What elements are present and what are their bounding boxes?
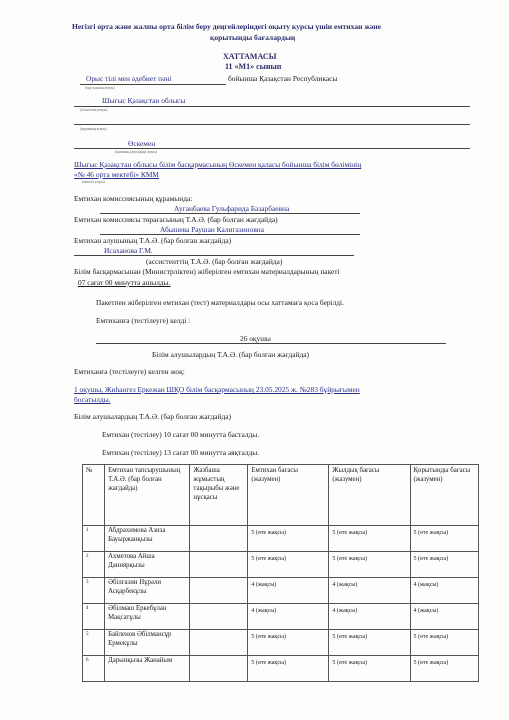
city-caption: (қаланың (ауылдың) атауы): [115, 150, 157, 154]
absent-label: Емтиханға (тестілеуге) келген жоқ:: [74, 367, 185, 376]
header-line-2: қорытынды бағалардың: [210, 33, 296, 42]
assistant-label: (ассистенттің Т.А.Ә. (бар болған жағдайда): [146, 257, 283, 266]
final-grade: 5 (өте жақсы): [410, 630, 478, 656]
table-header-row: [83, 465, 479, 526]
row-number: 2: [83, 552, 105, 578]
school-caption: (мектеп атауы): [82, 180, 105, 184]
exam-start: Емтихан (тестілеу) 10 сағат 00 минутта басталды.: [102, 430, 260, 439]
year-grade: 5 (өте жақсы): [329, 552, 410, 578]
header-line-1: Негізгі орта және жалпы орта білім беру деңгейлеріндегі оқыту курсы үшін емтихан және: [72, 22, 382, 31]
final-grade: 5 (өте жақсы): [410, 552, 478, 578]
examiner-name: Абышева Раушан Калигазиновна: [160, 225, 265, 234]
exam-grade: 5 (өте жақсы): [248, 552, 329, 578]
exam-grade: 4 (жақсы): [248, 578, 329, 604]
absent-line-2: босатылды.: [74, 395, 111, 404]
final-grade: 4 (жақсы): [410, 604, 478, 630]
table-row: [83, 552, 479, 578]
package-text: Білім басқармасынан (Министрліктен) жіберілген емтихан материалдарының пакеті: [74, 267, 340, 276]
arrived-value: 26 оқушы: [240, 334, 271, 343]
year-grade: 4 (жақсы): [329, 604, 410, 630]
final-grade: 4 (жақсы): [410, 578, 478, 604]
subject-value: Орыс тілі мен әдебиет пәні: [86, 74, 172, 83]
package-opened: 07 сағат 00 минутта ашылды.: [78, 278, 171, 287]
header-topic: Жазбаша жұмыстың тақырыбы және нұсқасы: [190, 465, 248, 526]
row-number: 1: [83, 526, 105, 552]
year-grade: 5 (өте жақсы): [329, 526, 410, 552]
school-line-1: Шығыс Қазақстан облысы білім басқармасының Өскемен қаласы бойынша білім бөлімінің: [74, 160, 362, 169]
topic-cell: [190, 526, 248, 552]
exam-grade: 5 (өте жақсы): [248, 656, 329, 682]
student-name: Ахметова Айша Даниярқызы: [105, 552, 190, 578]
district-caption: (ауданның атауы): [80, 127, 107, 131]
results-table: [82, 464, 479, 682]
student-name: Абдрахимова Азиза Бауыржанқызы: [105, 526, 190, 552]
subject-suffix: бойынша Қазақстан Республикасы: [228, 74, 338, 83]
exam-grade: 5 (өте жақсы): [248, 526, 329, 552]
exam-grade: 5 (өте жақсы): [248, 630, 329, 656]
student-name: Дарынқызы Жанайым: [105, 656, 190, 682]
student-name: Байленов Әбілмансұр Ермекұлы: [105, 630, 190, 656]
commission-label: Емтихан комиссиясының құрамында:: [74, 194, 193, 203]
subject-caption: (оқу пәнінің атауы): [85, 86, 115, 90]
exam-grade: 4 (жақсы): [248, 604, 329, 630]
student-name: Әбілмаш Еркебұлан Мақсатұлы: [105, 604, 190, 630]
arrived-label: Емтиханға (тестілеуге) келді :: [96, 316, 191, 325]
final-grade: 5 (өте жақсы): [410, 526, 478, 552]
examiner-label: Емтихан алушының Т.А.Ә. (бар болған жағдайда): [74, 236, 232, 245]
topic-cell: [190, 578, 248, 604]
table-row: [83, 630, 479, 656]
row-number: 4: [83, 604, 105, 630]
header-final-grade: Қорытынды бағасы (жазумен): [410, 465, 478, 526]
chair-label: Емтихан комиссиясы төрағасының Т.А.Ә. (бар болған жағдайда): [74, 215, 278, 224]
chair-name: Ауганбаева Гульфарида Базарбаевна: [174, 204, 290, 213]
row-number: 5: [83, 630, 105, 656]
absent-line-1: 1 оқушы, Жиһангез Еркежан ШҚО білім басқармасының 23.05.2025 ж. №283 бұйрығымен: [74, 385, 360, 394]
students-caption-2: Білім алушылардың Т.А.Ә. (бар болған жағдайда): [74, 412, 232, 421]
header-year-grade: Жылдық бағасы (жазумен): [329, 465, 410, 526]
row-number: 3: [83, 578, 105, 604]
region-value: Шығыс Қазақстан облысы: [102, 96, 186, 105]
table-row: [83, 526, 479, 552]
year-grade: 5 (өте жақсы): [329, 630, 410, 656]
year-grade: 5 (өте жақсы): [329, 656, 410, 682]
table-row: [83, 656, 479, 682]
topic-cell: [190, 604, 248, 630]
final-grade: 5 (өте жақсы): [410, 656, 478, 682]
header-name: Емтихан тапсырушының Т.А.Ә. (бар болған жағдайда): [105, 465, 190, 526]
topic-cell: [190, 552, 248, 578]
topic-cell: [190, 656, 248, 682]
students-caption: Білім алушылардың Т.А.Ә. (бар болған жағдайда): [152, 350, 310, 359]
document-title: ХАТТАМАСЫ: [223, 52, 277, 61]
row-number: 6: [83, 656, 105, 682]
topic-cell: [190, 630, 248, 656]
year-grade: 4 (жақсы): [329, 578, 410, 604]
class-label: 11 «М1» сынып: [225, 62, 282, 71]
envelope-text: Пакетпен жіберілген емтихан (тест) материалдары осы хаттамаға қоса берілді.: [96, 298, 344, 307]
exam-end: Емтихан (тестілеу) 13 сағат 00 минутта аяқталды.: [102, 448, 260, 457]
assistant-name: Исаханова Г.М.: [104, 246, 153, 255]
table-row: [83, 604, 479, 630]
school-line-2: «№ 46 орта мектебі» КММ: [74, 170, 159, 179]
table-row: [83, 578, 479, 604]
header-exam-grade: Емтихан бағасы (жазумен): [248, 465, 329, 526]
student-name: Әбілғазин Нұрәли Асқарбекұлы: [105, 578, 190, 604]
region-caption: (облыстың атауы): [80, 108, 108, 112]
city-value: Өскемен: [128, 139, 156, 148]
header-number: №: [83, 465, 105, 526]
